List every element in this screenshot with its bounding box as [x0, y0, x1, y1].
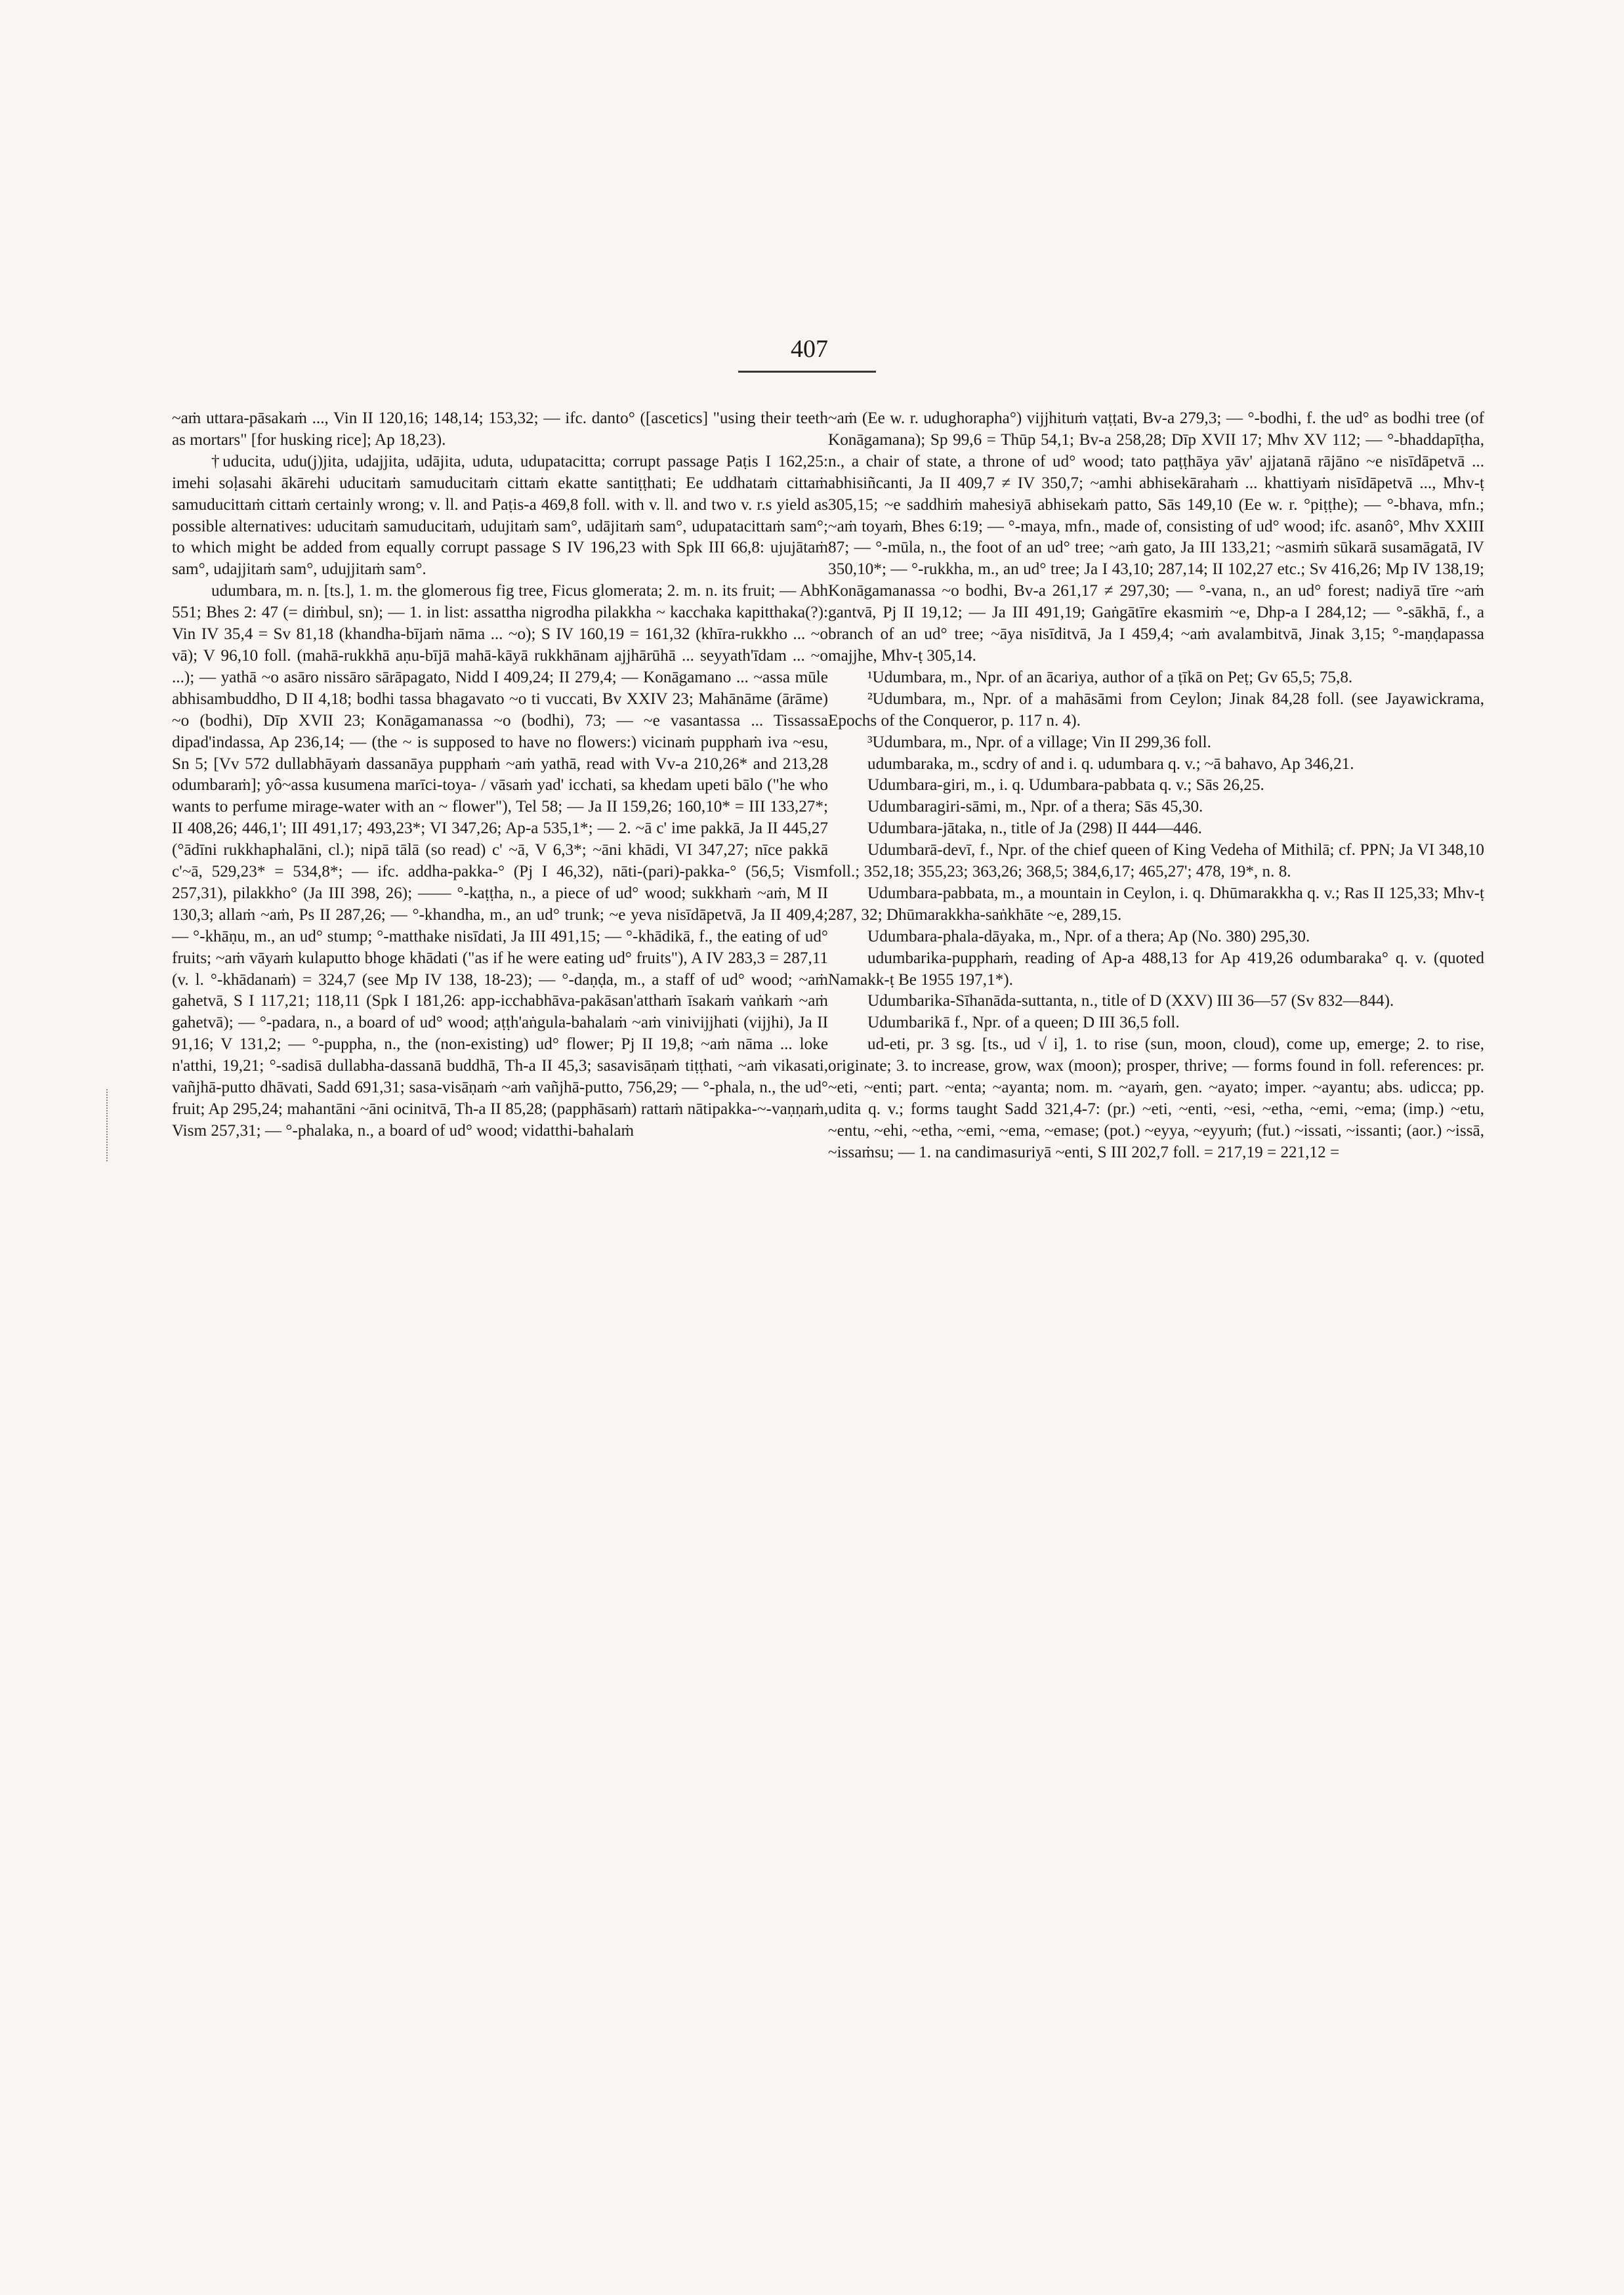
entry-udumbara: udumbara, m. n. [ts.], 1. m. the glomerous fig tree, Ficus glomerata; 2. m. n. its fruit; — Abh 551; Bhes 2: 47 (= diṁbul, sn); — 1. in list: assattha nigrodha pilakkha ~ kacchaka kapitthaka(?): Vin IV 35,4 = Sv 81,18 (khandha-bījaṁ nāma ... ~o); S IV 160,19 = 161,32 (khīra-rukkho ... ~o vā); V 96,10 foll. (mahā-rukkhā aṇu-bījā mahā-kāyā rukkhānam ajjhārūhā ... seyyath'īdam ... ~o ...); — yathā ~o asāro nissāro sārāpagato, Nidd I 409,24; II 279,4; — Konāgamano ... ~assa mūle abhisambuddho, D II 4,18; bodhi tassa bhagavato ~o ti vuccati, Bv XXIV 23; Mahānāme (ārāme) ~o (bodhi), Dīp XVII 23; Konāgamanassa ~o (bodhi), 73; — ~e vasantassa ... Tissassa dipad'indassa, Ap 236,14; — (the ~ is supposed to have no flowers:) vicinaṁ pupphaṁ iva ~esu, Sn 5; [Vv 572 dullabhāyaṁ dassanāya pupphaṁ ~aṁ yathā, read with Vv-a 210,26* and 213,28 odumbaraṁ]; yô~assa kusumena marīci-toya- / vāsaṁ yad' icchati, sa khedam upeti bālo ("he who wants to perfume mirage-water with an ~ flower"), Tel 58; — Ja II 159,26; 160,10* = III 133,27*; II 408,26; 446,1'; III 491,17; 493,23*; VI 347,26; Ap-a 535,1*; — 2. ~ā c' ime pakkā, Ja II 445,27 (°ādīni rukkhaphalāni, cl.); nipā tālā (so read) c' ~ā, V 6,3*; ~āni khādi, VI 347,27; nīce pakkā c'~ā, 529,23* = 534,8*; — ifc. addha-pakka-° (Pj I 46,32), nāti-(pari)-pakka-° (56,5; Vism 257,31), pilakkho° (Ja III 398, 26); —— °-kaṭṭha, n., a piece of ud° wood; sukkhaṁ ~aṁ, M II 130,3; allaṁ ~aṁ, Ps II 287,26; — °-khandha, m., an ud° trunk; ~e yeva nisīdāpetvā, Ja II 409,4; — °-khāṇu, m., an ud° stump; °-matthake nisīdati, Ja III 491,15; — °-khādikā, f., the eating of ud° fruits; ~aṁ vāyaṁ kulaputto bhoge khādati ("as if he were eating ud° fruits"), A IV 283,3 = 287,11 (v. l. °-khādanaṁ) = 324,7 (see Mp IV 138, 18-23); — °-daṇḍa, m., a staff of ud° wood; ~aṁ gahetvā, S I 117,21; 118,11 (Spk I 181,26: app-icchabhāva-pakāsan'atthaṁ īsakaṁ vaṅkaṁ ~aṁ gahetvā); — °-padara, n., a board of ud° wood; aṭṭh'aṅgula-bahalaṁ ~aṁ vinivijjhati (vijjhi), Ja II 91,16; V 131,2; — °-puppha, n., the (non-existing) ud° flower; Pj II 19,8; ~aṁ nāma ... loke n'atthi, 19,21; °-sadisā dullabha-dassanā buddhā, Th-a II 45,3; sasavisāṇaṁ tiṭṭhati, ~aṁ vikasati, vañjhā-putto dhāvati, Sadd 691,31; sasa-visāṇaṁ ~aṁ vañjhā-putto, 756,29; — °-phala, n., the ud° fruit; Ap 295,24; mahantāni ~āni ocinitvā, Th-a II 85,28; (papphāsaṁ) rattaṁ nātipakka-~-vaṇṇaṁ, Vism 257,31; — °-phalaka, n., a board of ud° wood; vidatthi-bahalaṁ — [172, 582, 828, 1140]
entry-udumbara-giri: Udumbara-giri, m., i. q. Udumbara-pabbata q. v.; Sās 26,25. — [867, 776, 1264, 795]
entry-udumbaraka: udumbaraka, m., scdry of and i. q. udumbara q. v.; ~ā bahavo, Ap 346,21. — [867, 755, 1354, 773]
entry-uducita: †uducita, udu(j)jita, udajjita, udājita, uduta, udupatacitta; corrupt passage Paṭis I 162,25: imehi soḷasahi ākārehi uducitaṁ samuducitaṁ cittaṁ ekatte santiṭṭhati; Ee uddhataṁ cittaṁ samuducittaṁ cittaṁ certainly wrong; v. ll. and Paṭis-a 469,8 foll. with v. ll. and two v. r.s yield as possible alternatives: uducitaṁ samuducitaṁ, udujitaṁ sam°, udājitaṁ sam°, udupatacittaṁ sam°; to which might be added from equally corrupt passage S IV 196,23 with Spk III 66,8: ujujātaṁ sam°, udajjitaṁ sam°, udujjitaṁ sam°. — [172, 452, 828, 579]
page-number: 407 — [791, 335, 828, 363]
right-column — [828, 408, 1484, 1164]
entry-udumbara-devi: Udumbarā-devī, f., Npr. of the chief queen of King Vedeha of Mithilā; cf. PPN; Ja VI 348,10 foll.; 352,18; 355,23; 363,26; 368,5; 384,6,17; 465,27'; 478, 19*, n. 8. — [828, 841, 1484, 881]
entry-udumbara-3: ³Udumbara, m., Npr. of a village; Vin II 299,36 foll. — [867, 733, 1211, 751]
entry-ud-eti: ud-eti, pr. 3 sg. [ts., ud √ i], 1. to rise (sun, moon, cloud), come up, emerge; 2. to rise, originate; 3. to increase, grow, wax (moon); prosper, thrive; — forms found in foll. references: pr. ~eti, ~enti; part. ~enta; ~ayanta; nom. m. ~ayaṁ, gen. ~ayato; imper. ~ayantu; abs. udicca; pp. udita q. v.; forms taught Sadd 321,4-7: (pr.) ~eti, ~enti, ~esi, ~etha, ~emi, ~ema; (imp.) ~etu, ~entu, ~ehi, ~etha, ~emi, ~ema, ~emase; (pot.) ~eyya, ~eyyuṁ; (fut.) ~issati, ~issanti; (aor.) ~issā, ~issaṁsu; — 1. na candimasuriyā ~enti, S III 202,7 foll. = 217,19 = 221,12 = — [828, 1035, 1484, 1161]
margin-mark — [106, 1089, 122, 1161]
entry-udumbarika-sihanada: Udumbarika-Sīhanāda-suttanta, n., title of D (XXV) III 36—57 (Sv 832—844). — [867, 992, 1394, 1010]
entry-udumbarika-puppham: udumbarika-pupphaṁ, reading of Ap-a 488,13 for Ap 419,26 odumbaraka° q. v. (quoted Namakk-ṭ Be 1955 197,1*). — [828, 949, 1484, 989]
entry-udumbara-jataka: Udumbara-jātaka, n., title of Ja (298) II 444—446. — [867, 819, 1202, 838]
header-rule — [738, 371, 876, 373]
entry-udumbara-1: ¹Udumbara, m., Npr. of an ācariya, author of a ṭīkā on Peṭ; Gv 65,5; 75,8. — [867, 668, 1353, 686]
left-column — [172, 408, 828, 1142]
entry-continuation: ~aṁ (Ee w. r. udughorapha°) vijjhituṁ vaṭṭati, Bv-a 279,3; — °-bodhi, f. the ud° as bodhi tree (of Konāgamana); Sp 99,6 = Thūp 54,1; Bv-a 258,28; Dīp XVII 17; Mhv XV 112; — °-bhaddapīṭha, n., a chair of state, a throne of ud° wood; tato paṭṭhāya yāv' ajjatanā rājāno ~e nisīdāpetvā ... abhisiñcanti, Ja II 409,7 ≠ IV 350,7; ~amhi abhisekārahaṁ ... khattiyaṁ nisīdāpetvā ..., Mhv-ṭ 305,15; ~e saddhiṁ mahesiyā abhisekaṁ patto, Sās 149,10 (Ee w. r. °piṭṭhe); — °-bhava, mfn.; ~aṁ toyaṁ, Bhes 6:19; — °-maya, mfn., made of, consisting of ud° wood; ifc. asanô°, Mhv XXIII 87; — °-mūla, n., the foot of an ud° tree; ~aṁ gato, Ja III 133,21; ~asmiṁ sūkarā susamāgatā, IV 350,10*; — °-rukkha, m., an ud° tree; Ja I 43,10; 287,14; II 102,27 etc.; Sv 416,26; Mp IV 138,19; Konāgamanassa ~o bodhi, Bv-a 261,17 ≠ 297,30; — °-vana, n., an ud° forest; nadiyā tīre ~aṁ gantvā, Pj II 19,12; — Ja III 491,19; Gaṅgātīre ekasmiṁ ~e, Dhp-a I 284,12; — °-sākhā, f., a branch of an ud° tree; ~āya nisīditvā, Ja I 459,4; ~aṁ avalambitvā, Jinak 3,15; °-maṇḍapassa majjhe, Mhv-ṭ 305,14. — [828, 409, 1484, 665]
entry-continuation: ~aṁ uttara-pāsakaṁ ..., Vin II 120,16; 148,14; 153,32; — ifc. danto° ([ascetics] "using their teeth as mortars" [for husking rice]; Ap 18,23). — [172, 409, 828, 449]
entry-udumbara-2: ²Udumbara, m., Npr. of a mahāsāmi from Ceylon; Jinak 84,28 foll. (see Jayawickrama, Epochs of the Conqueror, p. 117 n. 4). — [828, 690, 1484, 730]
entry-udumbara-pabbata: Udumbara-pabbata, m., a mountain in Ceylon, i. q. Dhūmarakkha q. v.; Ras II 125,33; Mhv-ṭ 287, 32; Dhūmarakkha-saṅkhāte ~e, 289,15. — [828, 884, 1484, 924]
entry-udumbarika: Udumbarikā f., Npr. of a queen; D III 36,5 foll. — [867, 1014, 1180, 1032]
entry-udumbara-phala-dayaka: Udumbara-phala-dāyaka, m., Npr. of a thera; Ap (No. 380) 295,30. — [867, 927, 1310, 945]
entry-udumbaragiri-sami: Udumbaragiri-sāmi, m., Npr. of a thera; Sās 45,30. — [867, 798, 1203, 816]
